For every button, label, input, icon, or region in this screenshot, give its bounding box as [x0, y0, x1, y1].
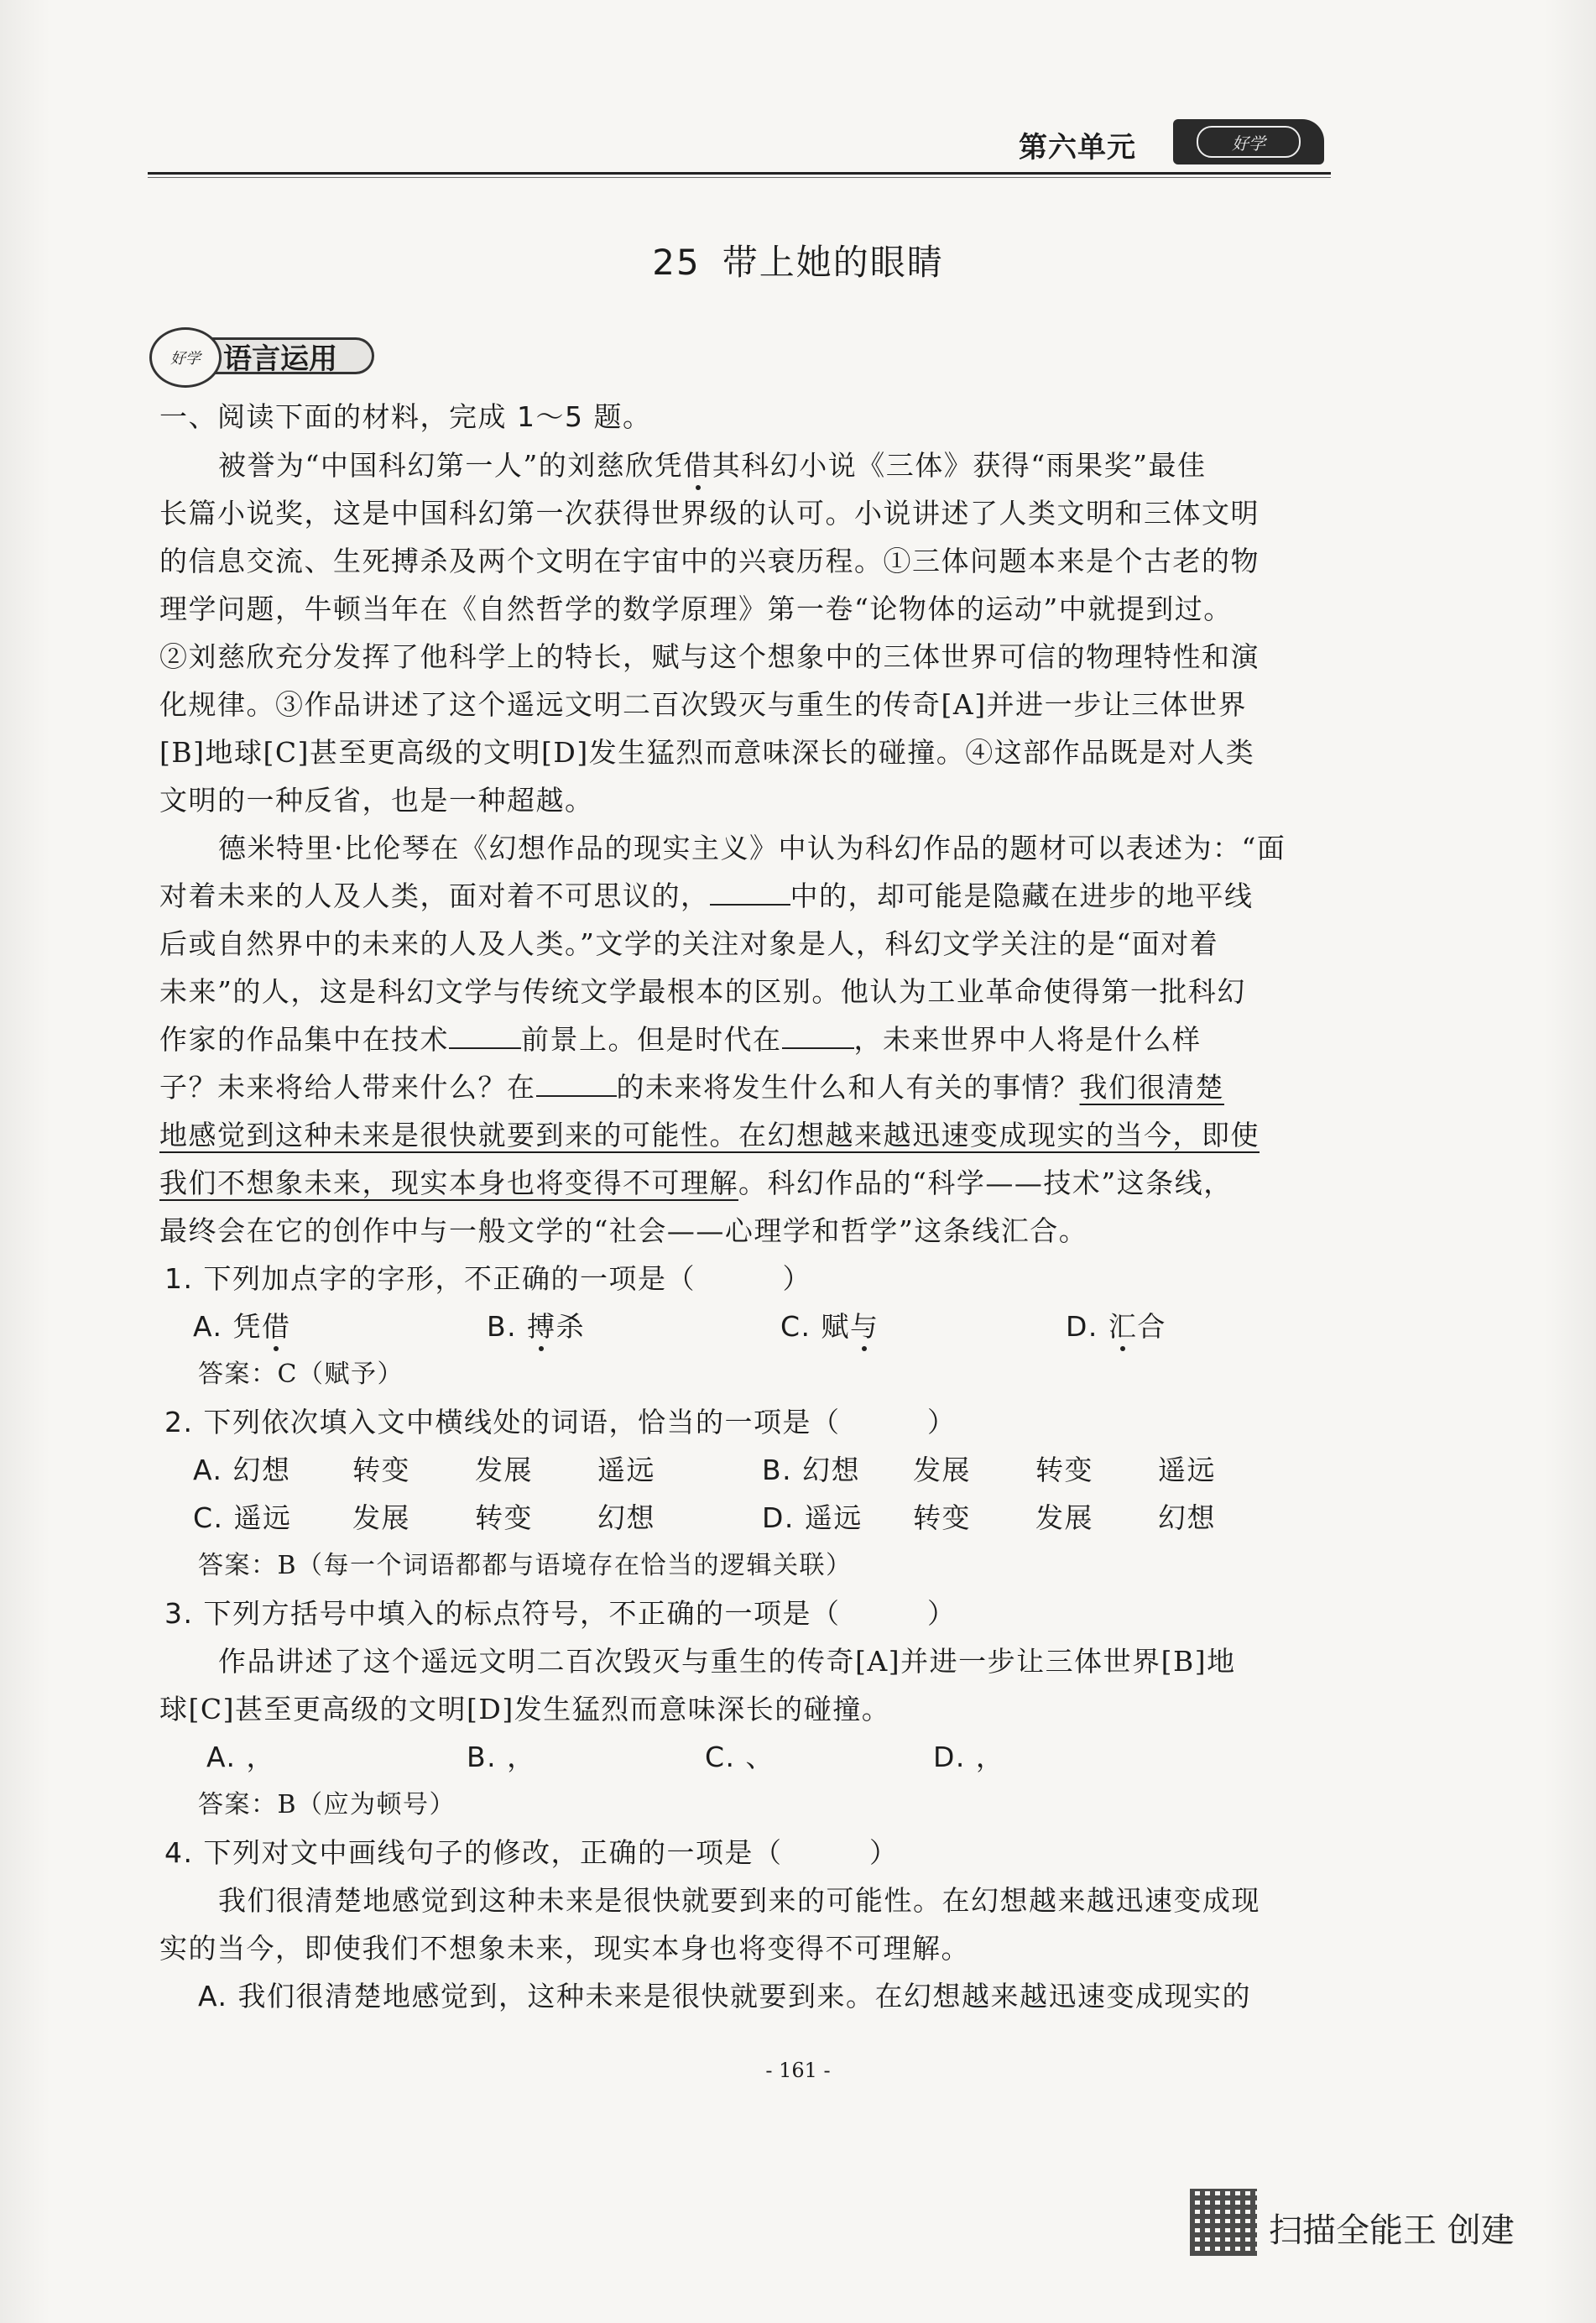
- question-4-stem: 4. 下列对文中画线句子的修改，正确的一项是（ ）: [164, 1836, 899, 1869]
- lesson-title: [0, 235, 1596, 285]
- passage-line: 文明的一种反省，也是一种超越。: [159, 784, 594, 817]
- section-logo-icon: 好学: [149, 327, 222, 388]
- question-1-stem: 1. 下列加点字的字形，不正确的一项是（ ）: [164, 1262, 811, 1295]
- question-4-passage: 我们很清楚地感觉到这种未来是很快就要到来的可能性。在幻想越来越迅速变成现: [218, 1884, 1260, 1917]
- scanner-watermark: 扫描全能王 创建: [1269, 2211, 1515, 2250]
- question-1-options: [193, 1302, 1368, 1350]
- page-number: - 161 -: [765, 2059, 831, 2082]
- question-4-passage: 实的当今，即使我们不想象未来，现实本身也将变得不可理解。: [159, 1932, 970, 1965]
- option-a: A. 凭借: [193, 1310, 291, 1343]
- fill-blank-4: [536, 1070, 617, 1097]
- passage-line: 我们不想象未来，现实本身也将变得不可理解。科幻作品的“科学——技术”这条线，: [159, 1167, 1233, 1199]
- answer-3: 答案：B（应为顿号）: [198, 1790, 456, 1819]
- passage-line: 最终会在它的创作中与一般文学的“社会——心理学和哲学”这条线汇合。: [159, 1214, 1088, 1247]
- dotted-char: 借: [683, 449, 712, 482]
- passage-line: 对着未来的人及人类，面对着不可思议的， 中的，却可能是隐藏在进步的地平线: [159, 880, 1254, 912]
- unit-label: 第六单元: [1019, 131, 1136, 164]
- option-b: B. 搏杀: [487, 1310, 586, 1343]
- passage-line: 化规律。③作品讲述了这个遥远文明二百次毁灭与重生的传奇[A]并进一步让三体世界: [159, 688, 1248, 721]
- header-rule-thin: [148, 177, 1331, 178]
- passage-line: 未来”的人，这是科幻文学与传统文学最根本的区别。他认为工业革命使得第一批科幻: [159, 975, 1246, 1008]
- badge-logo-icon: 好学: [1197, 126, 1301, 158]
- fill-blank-2: [449, 1022, 521, 1049]
- answer-2: 答案：B（每一个词语都都与语境存在恰当的逻辑关联）: [198, 1551, 853, 1580]
- unit-badge: [1173, 119, 1324, 164]
- underlined-sentence: 地感觉到这种未来是很快就要到来的可能性。在幻想越来越迅速变成现实的当今，即使: [159, 1119, 1260, 1151]
- passage-line: 理学问题，牛顿当年在《自然哲学的数学原理》第一卷“论物体的运动”中就提到过。: [159, 592, 1233, 625]
- question-3-passage: 球[C]甚至更高级的文明[D]发生猛烈而意味深长的碰撞。: [159, 1693, 891, 1725]
- option-c: C. 赋与: [780, 1310, 879, 1343]
- section-label: 语言运用: [206, 337, 374, 374]
- lesson-title-text: 带上她的眼睛: [722, 242, 944, 283]
- question-4-option-a: A. 我们很清楚地感觉到，这种未来是很快就要到来。在幻想越来越迅速变成现实的: [198, 1980, 1251, 2012]
- question-2-options-row1: A. 幻想 转变 发展 遥远 B. 幻想 发展 转变 遥远: [193, 1454, 1216, 1486]
- underlined-sentence: 我们很清楚: [1079, 1071, 1224, 1104]
- passage-line: 子？未来将给人带来什么？在 的未来将发生什么和人有关的事情？我们很清楚: [159, 1071, 1224, 1104]
- lesson-number: 25: [652, 242, 701, 283]
- passage-line: 的信息交流、生死搏杀及两个文明在宇宙中的兴衰历程。①三体问题本来是个古老的物: [159, 545, 1260, 577]
- underlined-sentence: 我们不想象未来，现实本身也将变得不可理解: [159, 1167, 738, 1199]
- fill-blank-3: [782, 1022, 854, 1049]
- task-instruction: 一、阅读下面的材料，完成 1～5 题。: [159, 400, 652, 433]
- question-2-options-row2: C. 遥远 发展 转变 幻想 D. 遥远 转变 发展 幻想: [193, 1501, 1216, 1534]
- passage-line: 后或自然界中的未来的人及人类。”文学的关注对象是人，科幻文学关注的是“面对着: [159, 927, 1219, 960]
- passage-line: [B]地球[C]甚至更高级的文明[D]发生猛烈而意味深长的碰撞。④这部作品既是对人类: [159, 736, 1255, 769]
- fill-blank-1: [710, 879, 790, 906]
- question-3-options: A. ， B. ， C. 、 D. ，: [206, 1741, 1005, 1773]
- header-rule: [148, 172, 1331, 175]
- section-badge: [149, 327, 386, 384]
- question-3-stem: 3. 下列方括号中填入的标点符号，不正确的一项是（ ）: [164, 1597, 957, 1630]
- passage-line: ②刘慈欣充分发挥了他科学上的特长，赋与这个想象中的三体世界可信的物理特性和演: [159, 640, 1260, 673]
- passage-line: 德米特里·比伦琴在《幻想作品的现实主义》中认为科幻作品的题材可以表述为：“面: [218, 832, 1286, 864]
- answer-1: 答案：C（赋予）: [198, 1360, 404, 1389]
- question-3-passage: 作品讲述了这个遥远文明二百次毁灭与重生的传奇[A]并进一步让三体世界[B]地: [218, 1645, 1236, 1678]
- passage-line: 作家的作品集中在技术 前景上。但是时代在 ，未来世界中人将是什么样: [159, 1023, 1202, 1056]
- question-2-stem: 2. 下列依次填入文中横线处的词语，恰当的一项是（ ）: [164, 1406, 957, 1438]
- qr-code-icon: [1190, 2189, 1257, 2256]
- option-d: D. 汇合: [1066, 1310, 1166, 1343]
- passage-line: 被誉为“中国科幻第一人”的刘慈欣凭借其科幻小说《三体》获得“雨果奖”最佳: [218, 449, 1207, 482]
- passage-line: 长篇小说奖，这是中国科幻第一次获得世界级的认可。小说讲述了人类文明和三体文明: [159, 497, 1260, 530]
